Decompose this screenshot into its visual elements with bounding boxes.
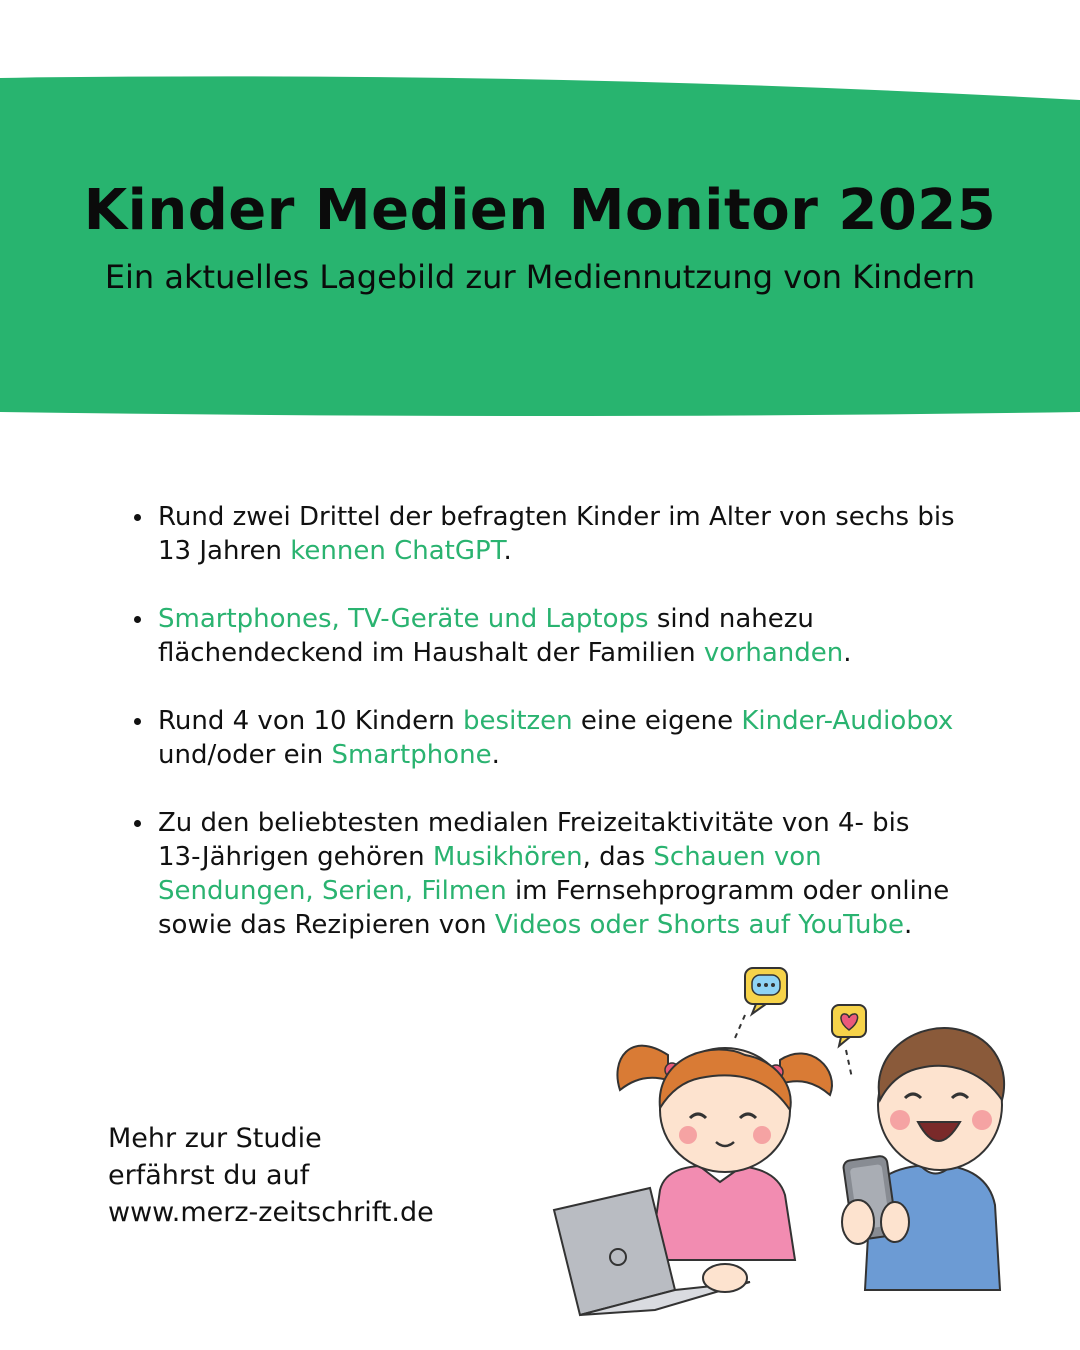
kids-illustration [540, 960, 1080, 1340]
fact-highlight: Kinder-Audiobox [741, 706, 954, 736]
fact-text: . [491, 740, 500, 770]
fact-text: eine eigene [572, 706, 742, 736]
fact-text: im Fernsehprogramm oder online sowie das Rezipieren von [158, 876, 950, 940]
fact-highlight: Smartphones, TV-Geräte und Laptops [158, 604, 649, 634]
page-subtitle: Ein aktuelles Lagebild zur Mediennutzung von Kindern [104, 258, 976, 296]
fact-text: Rund 4 von 10 Kindern [158, 706, 464, 736]
facts-list [158, 500, 958, 976]
fact-item [158, 500, 958, 568]
fact-highlight: kennen ChatGPT [290, 536, 504, 566]
fact-item [158, 806, 958, 942]
more-info [108, 1120, 434, 1231]
website-link[interactable]: www.merz-zeitschrift.de [108, 1197, 434, 1228]
fact-text: und/oder ein [158, 740, 332, 770]
fact-text: Rund zwei Drittel der befragten Kinder im Alter von sechs bis 13 Jahren [158, 502, 955, 566]
fact-highlight: Schauen von Sendungen, Serien, Filmen [158, 842, 822, 906]
fact-highlight: Musikhören [432, 842, 583, 872]
chat-bubble-icon [735, 968, 787, 1038]
fact-text: Zu den beliebtesten medialen Freizeitaktivitäte von 4- bis 13-Jährigen gehören [158, 808, 910, 872]
more-info-line: erfährst du auf [108, 1160, 310, 1191]
fact-item [158, 704, 958, 772]
fact-highlight: Videos oder Shorts auf YouTube [494, 910, 905, 940]
fact-text: . [503, 536, 512, 566]
page-title: Kinder Medien Monitor 2025 [83, 178, 997, 243]
fact-text: . [904, 910, 913, 940]
more-info-line: Mehr zur Studie [108, 1123, 322, 1154]
heart-bubble-icon [832, 1005, 866, 1078]
fact-highlight: besitzen [463, 706, 573, 736]
fact-highlight: Smartphone [331, 740, 492, 770]
fact-highlight: vorhanden [703, 638, 844, 668]
fact-item [158, 602, 958, 670]
fact-text: sind nahezu flächendeckend im Haushalt der Familien [158, 604, 814, 668]
fact-text: , das [582, 842, 654, 872]
fact-text: . [843, 638, 852, 668]
